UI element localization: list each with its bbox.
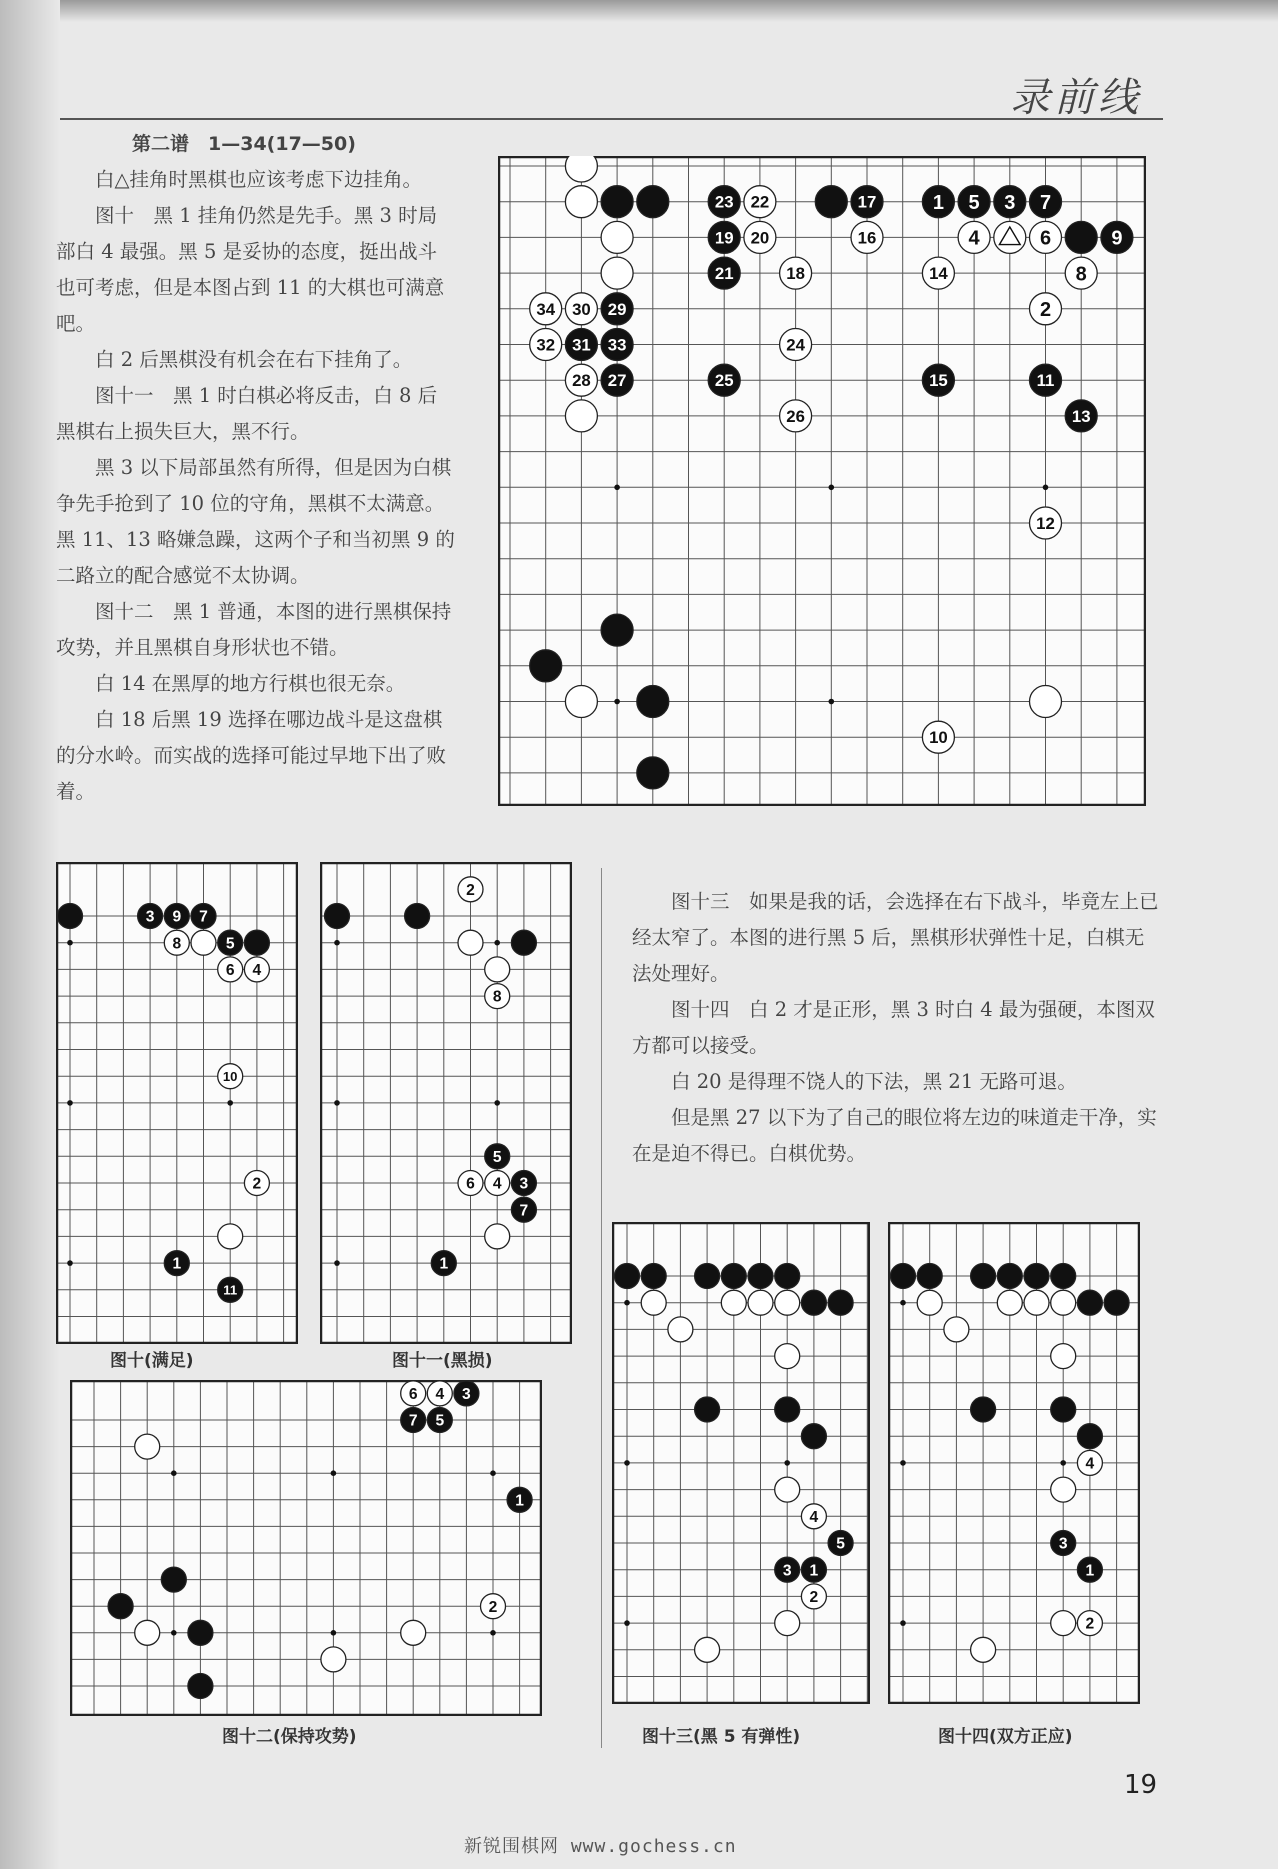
black-stone bbox=[188, 1674, 213, 1699]
star-point bbox=[829, 699, 835, 705]
move-number: 2 bbox=[488, 1598, 498, 1616]
star-point bbox=[1060, 1460, 1066, 1466]
star-point bbox=[494, 940, 500, 946]
black-stone bbox=[695, 1397, 720, 1422]
star-point bbox=[494, 1100, 500, 1106]
black-stone bbox=[891, 1264, 916, 1289]
move-number: 25 bbox=[714, 371, 734, 391]
move-number: 1 bbox=[515, 1492, 524, 1510]
move-number: 1 bbox=[1085, 1562, 1095, 1580]
board-svg bbox=[498, 156, 1146, 806]
black-stone bbox=[637, 186, 669, 218]
move-number: 22 bbox=[750, 192, 770, 212]
page-top-shadow bbox=[0, 0, 1278, 22]
black-stone bbox=[1051, 1264, 1076, 1289]
black-stone bbox=[325, 904, 350, 929]
move-number: 23 bbox=[714, 192, 734, 212]
black-stone bbox=[530, 650, 562, 682]
main-go-board bbox=[498, 156, 1146, 806]
move-number: 2 bbox=[1085, 1615, 1095, 1633]
black-stone bbox=[188, 1620, 213, 1645]
move-number: 33 bbox=[607, 335, 627, 355]
move-number: 4 bbox=[252, 962, 262, 980]
fig14-board bbox=[888, 1222, 1140, 1704]
move-number: 2 bbox=[1039, 299, 1052, 321]
white-stone bbox=[775, 1290, 800, 1315]
black-stone bbox=[108, 1594, 133, 1619]
move-number: 3 bbox=[782, 1562, 792, 1580]
fig10-board bbox=[56, 862, 298, 1344]
white-stone bbox=[1024, 1290, 1049, 1315]
move-number: 9 bbox=[172, 908, 182, 926]
black-stone bbox=[815, 186, 847, 218]
move-number: 3 bbox=[1058, 1535, 1068, 1553]
move-number: 27 bbox=[607, 371, 627, 391]
board-svg bbox=[70, 1380, 542, 1716]
move-number: 5 bbox=[968, 191, 980, 214]
white-stone bbox=[695, 1637, 720, 1662]
site-footer: 新锐围棋网 www.gochess.cn bbox=[464, 1836, 737, 1857]
board-svg bbox=[612, 1222, 870, 1704]
white-stone bbox=[748, 1290, 773, 1315]
move-number: 13 bbox=[1071, 406, 1091, 426]
white-stone bbox=[401, 1620, 426, 1645]
move-number: 4 bbox=[435, 1386, 445, 1404]
move-number: 5 bbox=[492, 1148, 502, 1166]
white-stone bbox=[721, 1290, 746, 1315]
black-stone bbox=[1065, 221, 1097, 253]
move-number: 18 bbox=[786, 264, 805, 284]
black-stone bbox=[615, 1264, 640, 1289]
black-stone bbox=[1077, 1290, 1102, 1315]
paragraph: 但是黑 27 以下为了自己的眼位将左边的味道走干净，实在是迫不得已。白棋优势。 bbox=[632, 1106, 1157, 1165]
black-stone bbox=[828, 1290, 853, 1315]
move-number: 6 bbox=[466, 1175, 475, 1193]
star-point bbox=[490, 1470, 496, 1476]
white-stone bbox=[917, 1290, 942, 1315]
move-number: 20 bbox=[750, 228, 770, 248]
move-number: 3 bbox=[519, 1175, 529, 1193]
move-number: 7 bbox=[408, 1412, 418, 1430]
move-number: 7 bbox=[199, 908, 208, 926]
star-point bbox=[331, 1470, 337, 1476]
move-number: 9 bbox=[1111, 227, 1123, 250]
move-number: 5 bbox=[435, 1412, 445, 1430]
move-number: 16 bbox=[857, 228, 877, 248]
white-stone bbox=[218, 1224, 243, 1249]
white-stone bbox=[1030, 686, 1062, 718]
move-number: 10 bbox=[929, 728, 948, 748]
header-title: 录前线 bbox=[1010, 75, 1142, 121]
star-point bbox=[67, 1260, 73, 1266]
black-stone bbox=[748, 1264, 773, 1289]
white-stone bbox=[1051, 1290, 1076, 1315]
move-number: 34 bbox=[536, 299, 556, 319]
black-stone bbox=[1051, 1397, 1076, 1422]
move-number: 4 bbox=[1085, 1455, 1095, 1473]
star-point bbox=[171, 1630, 177, 1636]
black-stone bbox=[917, 1264, 942, 1289]
star-point bbox=[900, 1300, 906, 1306]
star-point bbox=[67, 940, 73, 946]
move-number: 14 bbox=[929, 264, 948, 284]
white-stone bbox=[775, 1611, 800, 1636]
board-svg bbox=[888, 1222, 1140, 1704]
move-number: 4 bbox=[968, 227, 980, 250]
paragraph: 图十四 白 2 才是正形，黑 3 时白 4 最为强硬，本图双方都可以接受。 bbox=[632, 998, 1155, 1057]
black-stone bbox=[58, 904, 83, 929]
black-stone bbox=[637, 757, 669, 789]
move-number: 26 bbox=[786, 406, 805, 426]
black-stone bbox=[511, 930, 536, 955]
black-stone bbox=[601, 614, 633, 646]
white-stone bbox=[321, 1647, 346, 1672]
page-spine-shadow bbox=[0, 0, 60, 1869]
black-stone bbox=[601, 186, 633, 218]
move-number: 5 bbox=[225, 935, 235, 953]
white-stone bbox=[997, 1290, 1022, 1315]
move-number: 29 bbox=[607, 299, 627, 319]
move-number: 1 bbox=[809, 1562, 819, 1580]
white-stone bbox=[135, 1434, 160, 1459]
white-stone bbox=[565, 156, 597, 182]
black-stone bbox=[161, 1567, 186, 1592]
move-number: 8 bbox=[492, 988, 502, 1006]
star-point bbox=[490, 1630, 496, 1636]
white-stone bbox=[565, 686, 597, 718]
white-stone bbox=[944, 1317, 969, 1342]
move-number: 10 bbox=[222, 1068, 238, 1084]
black-stone bbox=[971, 1264, 996, 1289]
fig14-caption: 图十四(双方正应) bbox=[938, 1727, 1073, 1747]
black-stone bbox=[695, 1264, 720, 1289]
white-stone bbox=[565, 186, 597, 218]
white-stone bbox=[135, 1620, 160, 1645]
fig13-caption: 图十三(黑 5 有弹性) bbox=[642, 1727, 801, 1747]
fig12-board bbox=[70, 1380, 542, 1716]
move-number: 3 bbox=[1004, 191, 1016, 214]
black-stone bbox=[637, 686, 669, 718]
fig11-board bbox=[320, 862, 572, 1344]
move-number: 7 bbox=[519, 1202, 529, 1220]
white-stone bbox=[1051, 1477, 1076, 1502]
paragraph: 图十三 如果是我的话，会选择在右下战斗，毕竟左上已经太窄了。本图的进行黑 5 后，黑棋形状弹性十足，白棋无法处理好。 bbox=[632, 890, 1159, 985]
paragraph: 白 20 是得理不饶人的下法，黑 21 无路可退。 bbox=[671, 1070, 1077, 1093]
move-number: 21 bbox=[714, 264, 734, 284]
white-stone bbox=[775, 1477, 800, 1502]
fig11-caption: 图十一(黑损) bbox=[392, 1351, 493, 1371]
paragraph: 图十一 黑 1 时白棋必将反击，白 8 后黑棋右上损失巨大，黑不行。 bbox=[56, 384, 438, 443]
move-number: 19 bbox=[714, 228, 734, 248]
fig12-caption: 图十二(保持攻势) bbox=[222, 1727, 357, 1747]
move-number: 1 bbox=[932, 191, 944, 214]
star-point bbox=[334, 1100, 340, 1106]
black-stone bbox=[997, 1264, 1022, 1289]
star-point bbox=[1043, 485, 1049, 491]
star-point bbox=[334, 1260, 340, 1266]
paragraph: 白 18 后黑 19 选择在哪边战斗是这盘棋的分水岭。而实战的选择可能过早地下出了败着。 bbox=[56, 708, 447, 803]
move-number: 3 bbox=[145, 908, 155, 926]
move-number: 8 bbox=[172, 935, 182, 953]
star-point bbox=[829, 485, 835, 491]
page-number: 19 bbox=[1124, 1770, 1158, 1800]
paragraph: 白△挂角时黑棋也应该考虑下边挂角。 bbox=[95, 168, 422, 191]
white-stone bbox=[485, 1224, 510, 1249]
black-stone bbox=[801, 1290, 826, 1315]
white-stone bbox=[601, 257, 633, 289]
move-number: 8 bbox=[1075, 263, 1087, 286]
star-point bbox=[624, 1460, 630, 1466]
move-number: 4 bbox=[809, 1508, 819, 1526]
move-number: 24 bbox=[786, 335, 805, 355]
paragraph: 黑 3 以下局部虽然有所得，但是因为白棋争先手抢到了 10 位的守角，黑棋不太满意。黑 11、13 略嫌急躁，这两个子和当初黑 9 的二路立的配合感觉不太协调。 bbox=[56, 456, 455, 587]
black-stone bbox=[801, 1424, 826, 1449]
move-number: 4 bbox=[492, 1175, 502, 1193]
fig13-board bbox=[612, 1222, 870, 1704]
black-stone bbox=[641, 1264, 666, 1289]
star-point bbox=[900, 1620, 906, 1626]
star-point bbox=[67, 1100, 73, 1106]
black-stone bbox=[1024, 1264, 1049, 1289]
paragraph: 图十二 黑 1 普通，本图的进行黑棋保持攻势，并且黑棋自身形状也不错。 bbox=[56, 600, 452, 659]
white-stone bbox=[641, 1290, 666, 1315]
move-number: 31 bbox=[572, 335, 591, 355]
black-stone bbox=[775, 1397, 800, 1422]
move-number: 6 bbox=[225, 962, 235, 980]
board-svg bbox=[320, 862, 572, 1344]
move-number: 11 bbox=[223, 1282, 238, 1298]
star-point bbox=[331, 1630, 337, 1636]
star-point bbox=[900, 1460, 906, 1466]
star-point bbox=[227, 1100, 233, 1106]
white-stone bbox=[775, 1344, 800, 1369]
move-number: 7 bbox=[1039, 191, 1052, 214]
paragraph: 白 14 在黑厚的地方行棋也很无奈。 bbox=[95, 672, 406, 695]
move-number: 6 bbox=[408, 1386, 418, 1404]
black-stone bbox=[244, 930, 269, 955]
black-stone bbox=[971, 1397, 996, 1422]
paragraph: 白 2 后黑棋没有机会在右下挂角了。 bbox=[95, 348, 413, 371]
white-stone bbox=[191, 930, 216, 955]
move-number: 32 bbox=[536, 335, 556, 355]
move-number: 6 bbox=[1039, 227, 1052, 250]
black-stone bbox=[1077, 1424, 1102, 1449]
black-stone bbox=[405, 904, 430, 929]
right-text-column bbox=[632, 884, 1162, 1172]
move-number: 1 bbox=[172, 1255, 182, 1273]
header-rule bbox=[60, 118, 1163, 120]
star-point bbox=[624, 1620, 630, 1626]
move-number: 28 bbox=[572, 371, 591, 391]
move-number: 15 bbox=[929, 371, 948, 391]
star-point bbox=[614, 699, 620, 705]
move-number: 2 bbox=[466, 881, 475, 899]
white-stone bbox=[458, 930, 483, 955]
paragraph: 图十 黑 1 挂角仍然是先手。黑 3 时局部白 4 最强。黑 5 是妥协的态度，挺出战斗也可考虑，但是本图占到 11 的大棋也可满意吧。 bbox=[56, 204, 445, 335]
black-stone bbox=[775, 1264, 800, 1289]
black-stone bbox=[721, 1264, 746, 1289]
white-stone bbox=[668, 1317, 693, 1342]
black-stone bbox=[1104, 1290, 1129, 1315]
white-stone bbox=[565, 400, 597, 432]
star-point bbox=[624, 1300, 630, 1306]
fig10-caption: 图十(满足) bbox=[110, 1351, 194, 1371]
white-stone bbox=[971, 1637, 996, 1662]
star-point bbox=[614, 485, 620, 491]
white-stone bbox=[1051, 1611, 1076, 1636]
move-number: 2 bbox=[809, 1589, 819, 1607]
star-point bbox=[784, 1460, 790, 1466]
move-number: 2 bbox=[252, 1175, 262, 1193]
move-number: 12 bbox=[1036, 514, 1055, 534]
white-stone bbox=[485, 957, 510, 982]
move-number: 17 bbox=[857, 192, 877, 212]
white-stone bbox=[601, 221, 633, 253]
column-divider bbox=[601, 868, 602, 1748]
move-number: 30 bbox=[572, 299, 591, 319]
white-stone bbox=[1051, 1344, 1076, 1369]
left-text-column bbox=[56, 126, 456, 810]
move-number: 1 bbox=[439, 1255, 449, 1273]
move-number: 5 bbox=[836, 1535, 845, 1553]
board-svg bbox=[56, 862, 298, 1344]
move-number: 11 bbox=[1036, 371, 1055, 391]
move-number: 3 bbox=[462, 1386, 471, 1404]
star-point bbox=[171, 1470, 177, 1476]
star-point bbox=[334, 940, 340, 946]
section-title: 第二谱 1—34(17—50) bbox=[132, 133, 356, 155]
